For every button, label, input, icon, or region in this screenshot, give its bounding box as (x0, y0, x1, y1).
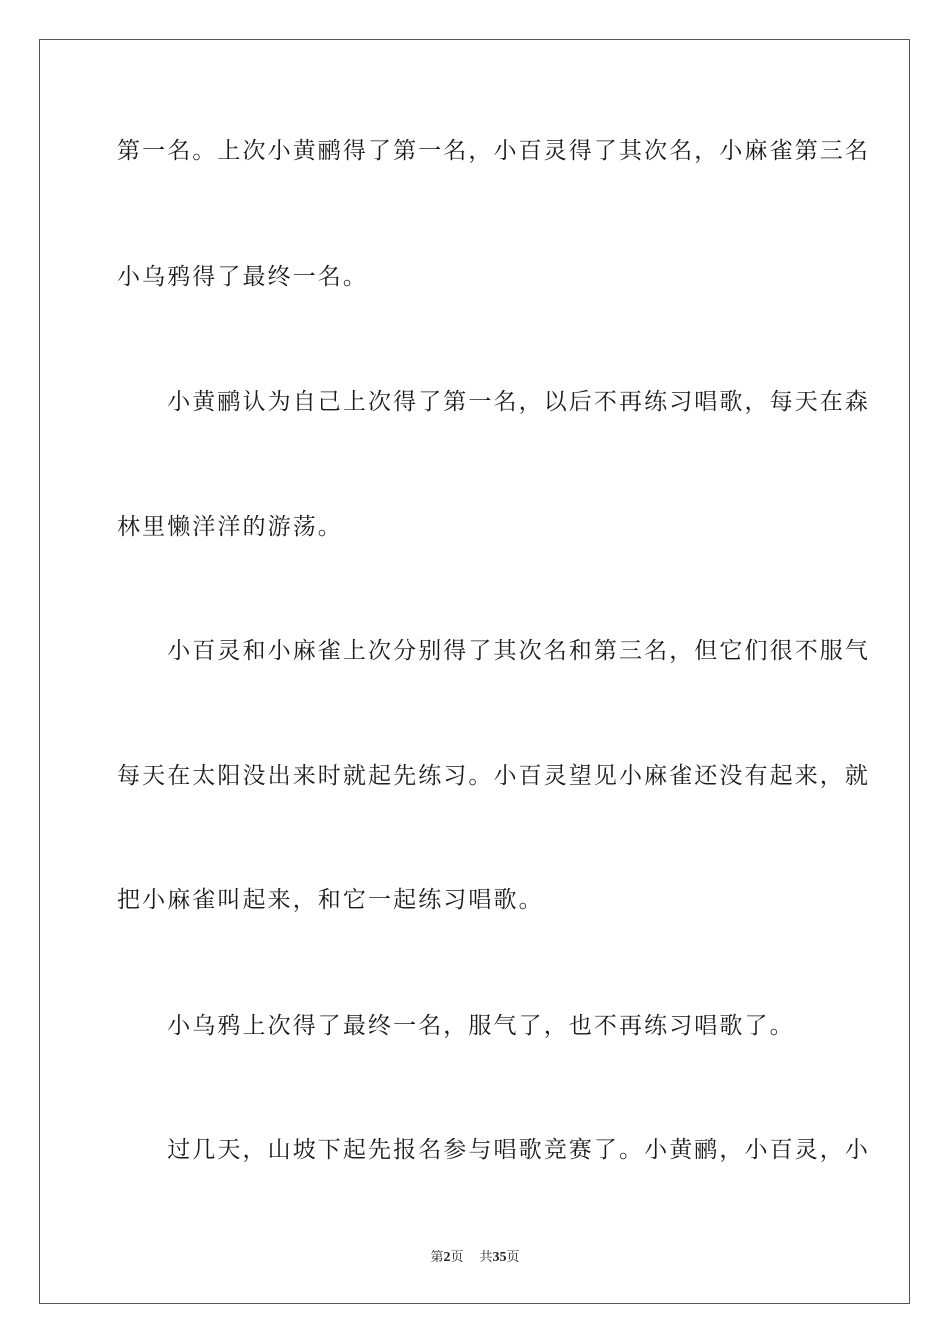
page-border (39, 39, 910, 1304)
paragraph-line: 林里懒洋洋的游荡。 (117, 514, 343, 540)
page-label-suffix: 页 (450, 1249, 464, 1264)
paragraph-line: 小乌鸦上次得了最终一名，服气了，也不再练习唱歌了。 (117, 1013, 795, 1039)
page-number: 2 (443, 1250, 451, 1265)
paragraph-line: 小乌鸦得了最终一名。 (117, 264, 368, 290)
paragraph-line: 每天在太阳没出来时就起先练习。小百灵望见小麻雀还没有起来，就 (117, 763, 870, 789)
paragraph-line: 小黄鹂认为自己上次得了第一名，以后不再练习唱歌，每天在森 (117, 389, 870, 415)
paragraph-line: 把小麻雀叫起来，和它一起练习唱歌。 (117, 887, 544, 913)
paragraph-line: 小百灵和小麻雀上次分别得了其次名和第三名，但它们很不服气 (117, 638, 870, 664)
paragraph-line: 第一名。上次小黄鹂得了第一名，小百灵得了其次名，小麻雀第三名 (117, 138, 870, 164)
page-label-prefix: 第 (430, 1249, 444, 1264)
total-label-prefix: 共 (479, 1249, 493, 1264)
total-label-suffix: 页 (506, 1249, 520, 1264)
paragraph-line: 过几天，山坡下起先报名参与唱歌竞赛了。小黄鹂，小百灵，小 (117, 1137, 870, 1163)
total-pages: 35 (492, 1250, 507, 1265)
page-footer (0, 1246, 950, 1266)
